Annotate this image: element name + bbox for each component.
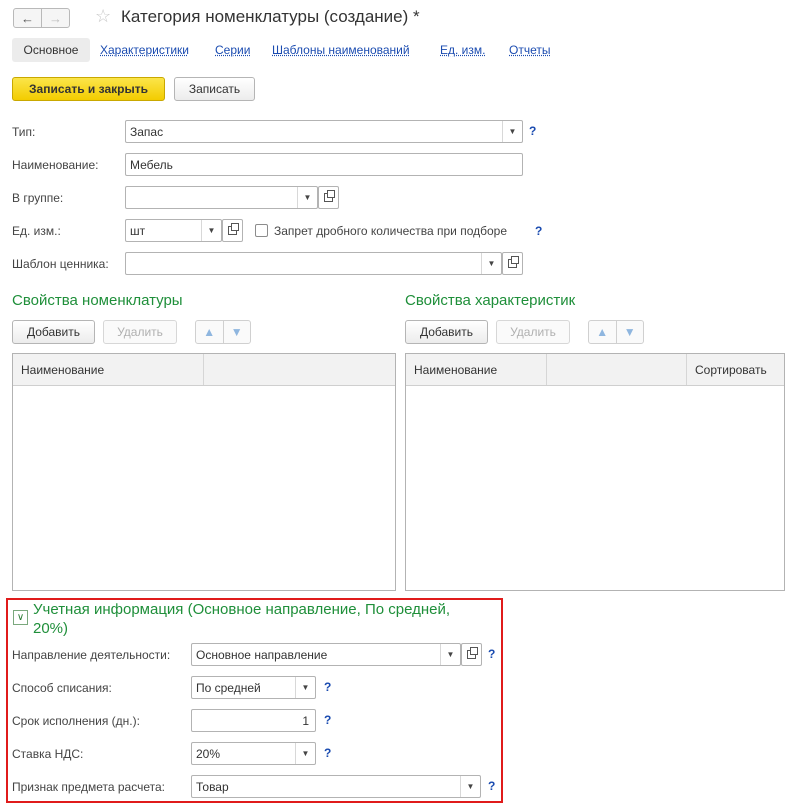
vat-value: 20% (196, 747, 221, 761)
chevron-down-icon[interactable]: ▼ (295, 743, 315, 764)
price-tag-select[interactable] (125, 252, 502, 275)
arrow-down-icon[interactable]: ▼ (230, 325, 243, 339)
writeoff-help-icon[interactable]: ? (324, 680, 332, 694)
writeoff-label: Способ списания: (12, 681, 112, 695)
char-table[interactable] (405, 353, 785, 591)
tab-reports[interactable]: Отчеты (509, 43, 551, 57)
chevron-down-icon[interactable]: ▼ (297, 187, 317, 208)
char-col-extra[interactable] (547, 354, 687, 385)
char-delete-button: Удалить (496, 320, 570, 344)
props-col-extra[interactable] (204, 354, 395, 385)
arrow-left-icon: ← (21, 10, 34, 26)
props-col-name[interactable]: Наименование (13, 354, 204, 385)
unit-open-button[interactable] (222, 219, 243, 242)
chevron-down-icon[interactable]: ▼ (481, 253, 501, 274)
char-col-sort[interactable]: Сортировать (695, 362, 767, 377)
subject-help-icon[interactable]: ? (488, 779, 496, 793)
chevron-down-icon[interactable]: ▼ (460, 776, 480, 797)
props-table-header (13, 354, 395, 386)
direction-help-icon[interactable]: ? (488, 647, 496, 661)
save-and-close-button[interactable]: Записать и закрыть (12, 77, 165, 101)
char-move-buttons (588, 320, 644, 344)
open-window-icon (467, 650, 476, 659)
group-open-button[interactable] (318, 186, 339, 209)
term-input[interactable] (191, 709, 316, 732)
vat-select[interactable] (191, 742, 316, 765)
tab-characteristics[interactable]: Характеристики (100, 43, 189, 57)
collapse-toggle[interactable] (13, 610, 28, 625)
chevron-down-icon[interactable]: ▼ (502, 121, 522, 142)
chevron-down-icon[interactable]: ▼ (201, 220, 221, 241)
star-icon[interactable]: ☆ (95, 6, 112, 26)
writeoff-value: По средней (196, 681, 261, 695)
price-tag-label: Шаблон ценника: (12, 257, 109, 271)
unit-help-icon[interactable]: ? (535, 224, 543, 238)
arrow-right-icon: → (49, 10, 62, 26)
page-title: Категория номенклатуры (создание) * (121, 7, 420, 26)
direction-label: Направление деятельности: (12, 648, 171, 662)
arrow-up-icon[interactable]: ▲ (196, 321, 224, 343)
arrow-down-icon[interactable]: ▼ (623, 325, 636, 339)
tab-series[interactable]: Серии (215, 43, 251, 57)
type-select[interactable] (125, 120, 523, 143)
direction-select[interactable] (191, 643, 461, 666)
subject-label: Признак предмета расчета: (12, 780, 165, 794)
chevron-down-icon[interactable]: ▼ (440, 644, 460, 665)
accounting-title-line1[interactable]: Учетная информация (Основное направление, По средней, (33, 601, 451, 618)
type-value: Запас (130, 125, 164, 139)
unit-label: Ед. изм.: (12, 224, 61, 238)
fraction-checkbox[interactable] (255, 224, 268, 237)
open-window-icon (324, 193, 333, 202)
direction-open-button[interactable] (461, 643, 482, 666)
chevron-down-icon: ∨ (16, 612, 25, 623)
accounting-title-line2[interactable]: 20%) (33, 620, 69, 637)
vat-help-icon[interactable]: ? (324, 746, 332, 760)
open-window-icon (508, 259, 517, 268)
name-input[interactable] (125, 153, 523, 176)
back-button[interactable] (13, 8, 42, 28)
writeoff-select[interactable] (191, 676, 316, 699)
fraction-checkbox-label: Запрет дробного количества при подборе (274, 224, 508, 238)
props-add-button[interactable]: Добавить (12, 320, 95, 344)
char-col-name[interactable]: Наименование (406, 354, 547, 385)
group-select[interactable] (125, 186, 318, 209)
unit-value: шт (130, 224, 146, 238)
item-properties-title: Свойства номенклатуры (12, 292, 183, 309)
char-table-header (406, 354, 784, 386)
save-button[interactable]: Записать (174, 77, 255, 101)
tab-main[interactable]: Основное (12, 38, 90, 62)
type-label: Тип: (12, 125, 36, 139)
tab-units[interactable]: Ед. изм. (440, 43, 486, 57)
direction-value: Основное направление (196, 648, 328, 662)
forward-button[interactable] (41, 8, 70, 28)
price-tag-open-button[interactable] (502, 252, 523, 275)
term-label: Срок исполнения (дн.): (12, 714, 140, 728)
name-label: Наименование: (12, 158, 99, 172)
props-delete-button: Удалить (103, 320, 177, 344)
char-properties-title: Свойства характеристик (405, 292, 576, 309)
name-value: Мебель (130, 158, 173, 172)
group-label: В группе: (12, 191, 64, 205)
open-window-icon (228, 226, 237, 235)
tab-name-templates[interactable]: Шаблоны наименований (272, 43, 410, 57)
subject-select[interactable] (191, 775, 481, 798)
chevron-down-icon[interactable]: ▼ (295, 677, 315, 698)
term-help-icon[interactable]: ? (324, 713, 332, 727)
char-add-button[interactable]: Добавить (405, 320, 488, 344)
subject-value: Товар (196, 780, 229, 794)
unit-select[interactable] (125, 219, 222, 242)
type-help-icon[interactable]: ? (529, 124, 537, 138)
vat-label: Ставка НДС: (12, 747, 84, 761)
arrow-up-icon[interactable]: ▲ (589, 321, 617, 343)
highlight-frame (6, 598, 503, 803)
props-table[interactable] (12, 353, 396, 591)
props-move-buttons (195, 320, 251, 344)
term-value: 1 (302, 714, 309, 728)
